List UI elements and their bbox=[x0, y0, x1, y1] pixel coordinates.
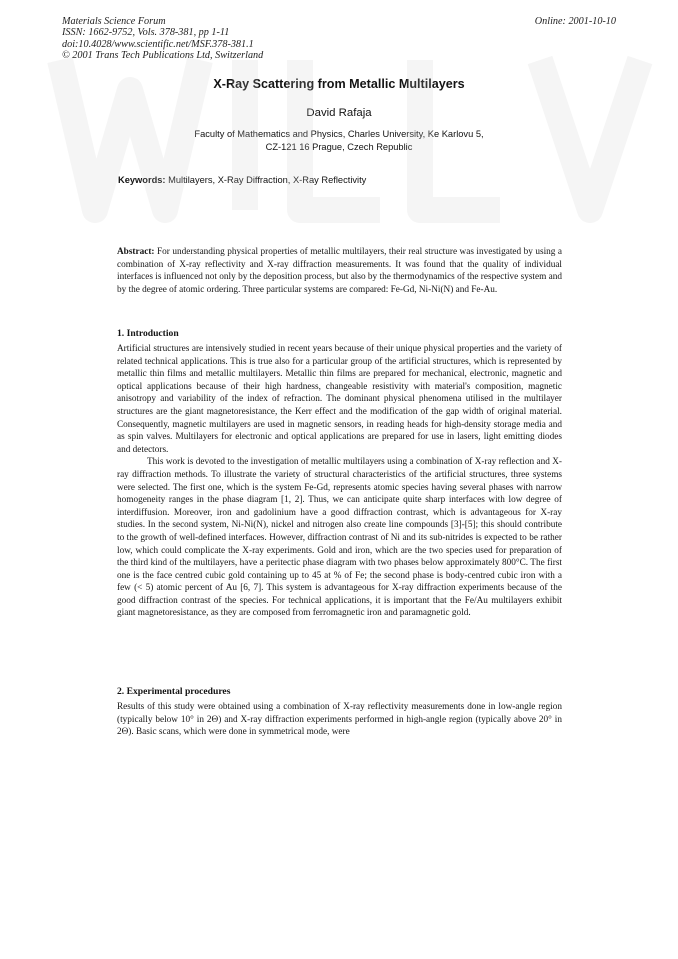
introduction-paragraph-1: Artificial structures are intensively studied in recent years because of their unique physical properties and the variety of related technical applications. This is true also for a particular group of the artificial structures, which is represented by metallic thin films and metallic multilayers. Metallic thin films are prepared for mechanical, electronic, magnetic and optical applications because of their high hardness, changeable resistivity with material's composition, magnetic anisotropy and variability of the index of refraction. The dominant physical phenomena utilised in the multilayer structures are the giant magnetoresistance, the Kerr effect and the modification of the gap width of original material. Consequently, magnetic multilayers are used in magnetic sensors, in reading heads for high-density storage media and as spin valves. Multilayers for electronic and optical applications are prepared for use in lasers, light emitting diodes and detectors. bbox=[117, 344, 562, 455]
abstract-text: For understanding physical properties of metallic multilayers, their real structure was investigated by using a combination of X-ray reflectivity and X-ray diffraction measurements. It was found that the quality of individual interfaces is influenced not only by the deposition process, but also by the thermodynamics of the respective system and by the degree of atomic ordering. Three particular systems are compared: Fe-Gd, Ni-Ni(N) and Fe-Au. bbox=[117, 247, 562, 295]
affiliation bbox=[0, 128, 678, 154]
journal-header bbox=[62, 16, 263, 62]
affiliation-line-2: CZ-121 16 Prague, Czech Republic bbox=[265, 142, 413, 152]
introduction-paragraph-2: This work is devoted to the investigation of metallic multilayers using a combination of X-ray reflection and X-ray diffraction methods. To illustrate the variety of structural characteristics of the artificial structures, three systems were selected. The first one, which is the system Fe-Gd, represents atomic species having several phases with narrow homogeneity ranges in the phase diagram [1, 2]. Thus, we can anticipate quite sharp interfaces with low degree of interdiffusion. Moreover, iron and gadolinium have a good diffraction contrast, which is advantageous for X-ray studies. In the second system, Ni-Ni(N), nickel and nitrogen also create line compounds [3]-[5]; this should contribute to the growth of well-defined interfaces. However, diffraction contrast of Ni and its sub-nitrides is expected to be rather low, which could complicate the X-ray experiments. Gold and iron, which are the two species used for preparation of the third kind of the multilayers, have a peritectic phase diagram with two phases below approximately 800°C. The first one is the face centred cubic gold containing up to 45 at % of Fe; the second phase is body-centred cubic iron with a few (< 5) atomic percent of Au [6, 7]. This system is advantageous for X-ray diffraction experiments because of the good diffraction contrast of the species. For technical applications, it is important that the Fe/Au multilayers exhibit giant magnetoresistance, as they are composed from ferromagnetic iron and paramagnetic gold. bbox=[117, 457, 562, 619]
experimental-paragraph-1: Results of this study were obtained using a combination of X-ray reflectivity measurements done in low-angle region (typically below 10° in 2Θ) and X-ray diffraction experiments performed in high-angle region (typically above 20° in 2Θ). Basic scans, which were done in symmetrical mode, were bbox=[117, 702, 562, 738]
section-heading-experimental: 2. Experimental procedures bbox=[117, 686, 231, 697]
doi-line: doi:10.4028/www.scientific.net/MSF.378-381.1 bbox=[62, 38, 254, 50]
keywords-label: Keywords: bbox=[118, 175, 166, 185]
abstract-label: Abstract: bbox=[117, 247, 155, 257]
introduction-body bbox=[117, 343, 562, 620]
affiliation-line-1: Faculty of Mathematics and Physics, Charles University, Ke Karlovu 5, bbox=[194, 129, 484, 139]
article-title: X-Ray Scattering from Metallic Multilayers bbox=[213, 77, 465, 91]
online-date: Online: 2001-10-10 bbox=[534, 16, 616, 27]
experimental-body bbox=[117, 701, 562, 739]
keywords-text: Multilayers, X-Ray Diffraction, X-Ray Reflectivity bbox=[165, 175, 367, 185]
author-name: David Rafaja bbox=[306, 107, 372, 119]
journal-name: Materials Science Forum bbox=[62, 16, 166, 27]
issn-line: ISSN: 1662-9752, Vols. 378-381, pp 1-11 bbox=[62, 27, 230, 39]
abstract bbox=[117, 246, 562, 296]
copyright-line: © 2001 Trans Tech Publications Ltd, Switzerland bbox=[62, 50, 264, 62]
keywords bbox=[118, 175, 366, 185]
section-heading-introduction: 1. Introduction bbox=[117, 328, 179, 339]
